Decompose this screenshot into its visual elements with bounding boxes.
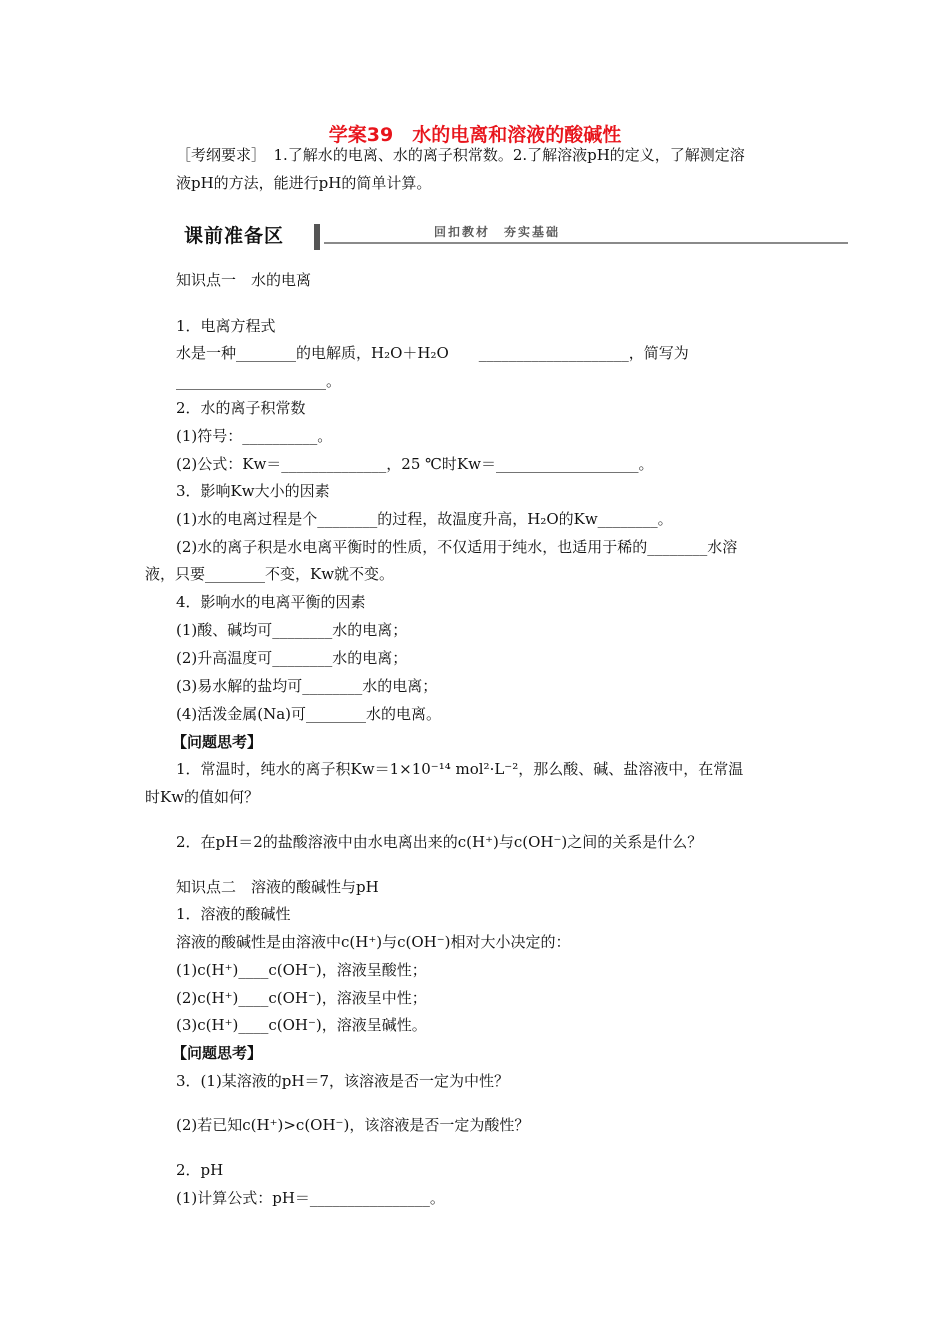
s1-2-line2: (2)公式：Kw＝______________，25 ℃时Kw＝___________________。 [176, 455, 654, 473]
section-banner [176, 222, 848, 254]
s1-4-title: 4．影响水的电离平衡的因素 [176, 593, 366, 611]
section2-heading: 知识点二 溶液的酸碱性与pH [176, 878, 379, 896]
s1-1-line1: 水是一种________的电解质，H₂O＋H₂O ____________________，简写为 [176, 344, 689, 362]
question-1-line2: 时Kw的值如何？ [145, 788, 260, 806]
question-3-line2: (2)若已知c(H⁺)>c(OH⁻)，该溶液是否一定为酸性？ [176, 1116, 530, 1134]
s1-3-line3: 液，只要________不变，Kw就不变。 [145, 565, 395, 583]
s2-1-a: (1)c(H⁺)____c(OH⁻)，溶液呈酸性； [176, 961, 427, 979]
s1-3-line1: (1)水的电离过程是个________的过程，故温度升高，H₂O的Kw________。 [176, 510, 673, 528]
s2-1-b: (2)c(H⁺)____c(OH⁻)，溶液呈中性； [176, 989, 427, 1007]
s1-1-title: 1．电离方程式 [176, 317, 276, 335]
section1-heading: 知识点一 水的电离 [176, 271, 312, 289]
s1-4-line1: (1)酸、碱均可________水的电离； [176, 621, 408, 639]
s1-4-line4: (4)活泼金属(Na)可________水的电离。 [176, 705, 442, 723]
s2-2-line1: (1)计算公式：pH＝________________。 [176, 1189, 445, 1207]
think-label-2: 【问题思考】 [172, 1044, 263, 1062]
s1-4-line2: (2)升高温度可________水的电离； [176, 649, 408, 667]
s1-3-title: 3．影响Kw大小的因素 [176, 482, 330, 500]
question-2: 2．在pH＝2的盐酸溶液中由水电离出来的c(H⁺)与c(OH⁻)之间的关系是什么？ [176, 833, 703, 851]
s2-1-title: 1．溶液的酸碱性 [176, 905, 291, 923]
question-3-line1: 3．(1)某溶液的pH＝7，该溶液是否一定为中性？ [176, 1072, 510, 1090]
s1-4-line3: (3)易水解的盐均可________水的电离； [176, 677, 438, 695]
banner-label: 课前准备区 [184, 225, 285, 247]
think-label-1: 【问题思考】 [172, 733, 263, 751]
requirements-line-1: ［考纲要求］ 1.了解水的电离、水的离子积常数。2.了解溶液pH的定义，了解测定溶 [176, 146, 745, 164]
s2-1-c: (3)c(H⁺)____c(OH⁻)，溶液呈碱性。 [176, 1016, 427, 1034]
page-title: 学案39 水的电离和溶液的酸碱性 [328, 124, 622, 146]
s1-2-line1: (1)符号：__________。 [176, 427, 333, 445]
s2-1-line: 溶液的酸碱性是由溶液中c(H⁺)与c(OH⁻)相对大小决定的： [176, 933, 571, 951]
banner-rule [324, 242, 848, 244]
banner-subtitle: 回扣教材 夯实基础 [434, 225, 561, 239]
question-1-line1: 1．常温时，纯水的离子积Kw＝1×10⁻¹⁴ mol²·L⁻²，那么酸、碱、盐溶液中，在常温 [176, 760, 744, 778]
s1-1-line2: ____________________。 [176, 372, 342, 390]
s2-2-title: 2．pH [176, 1161, 224, 1179]
s1-2-title: 2．水的离子积常数 [176, 399, 306, 417]
s1-3-line2: (2)水的离子积是水电离平衡时的性质，不仅适用于纯水，也适用于稀的________水溶 [176, 538, 738, 556]
requirements-line-2: 液pH的方法，能进行pH的简单计算。 [176, 174, 432, 192]
banner-divider [314, 224, 320, 250]
